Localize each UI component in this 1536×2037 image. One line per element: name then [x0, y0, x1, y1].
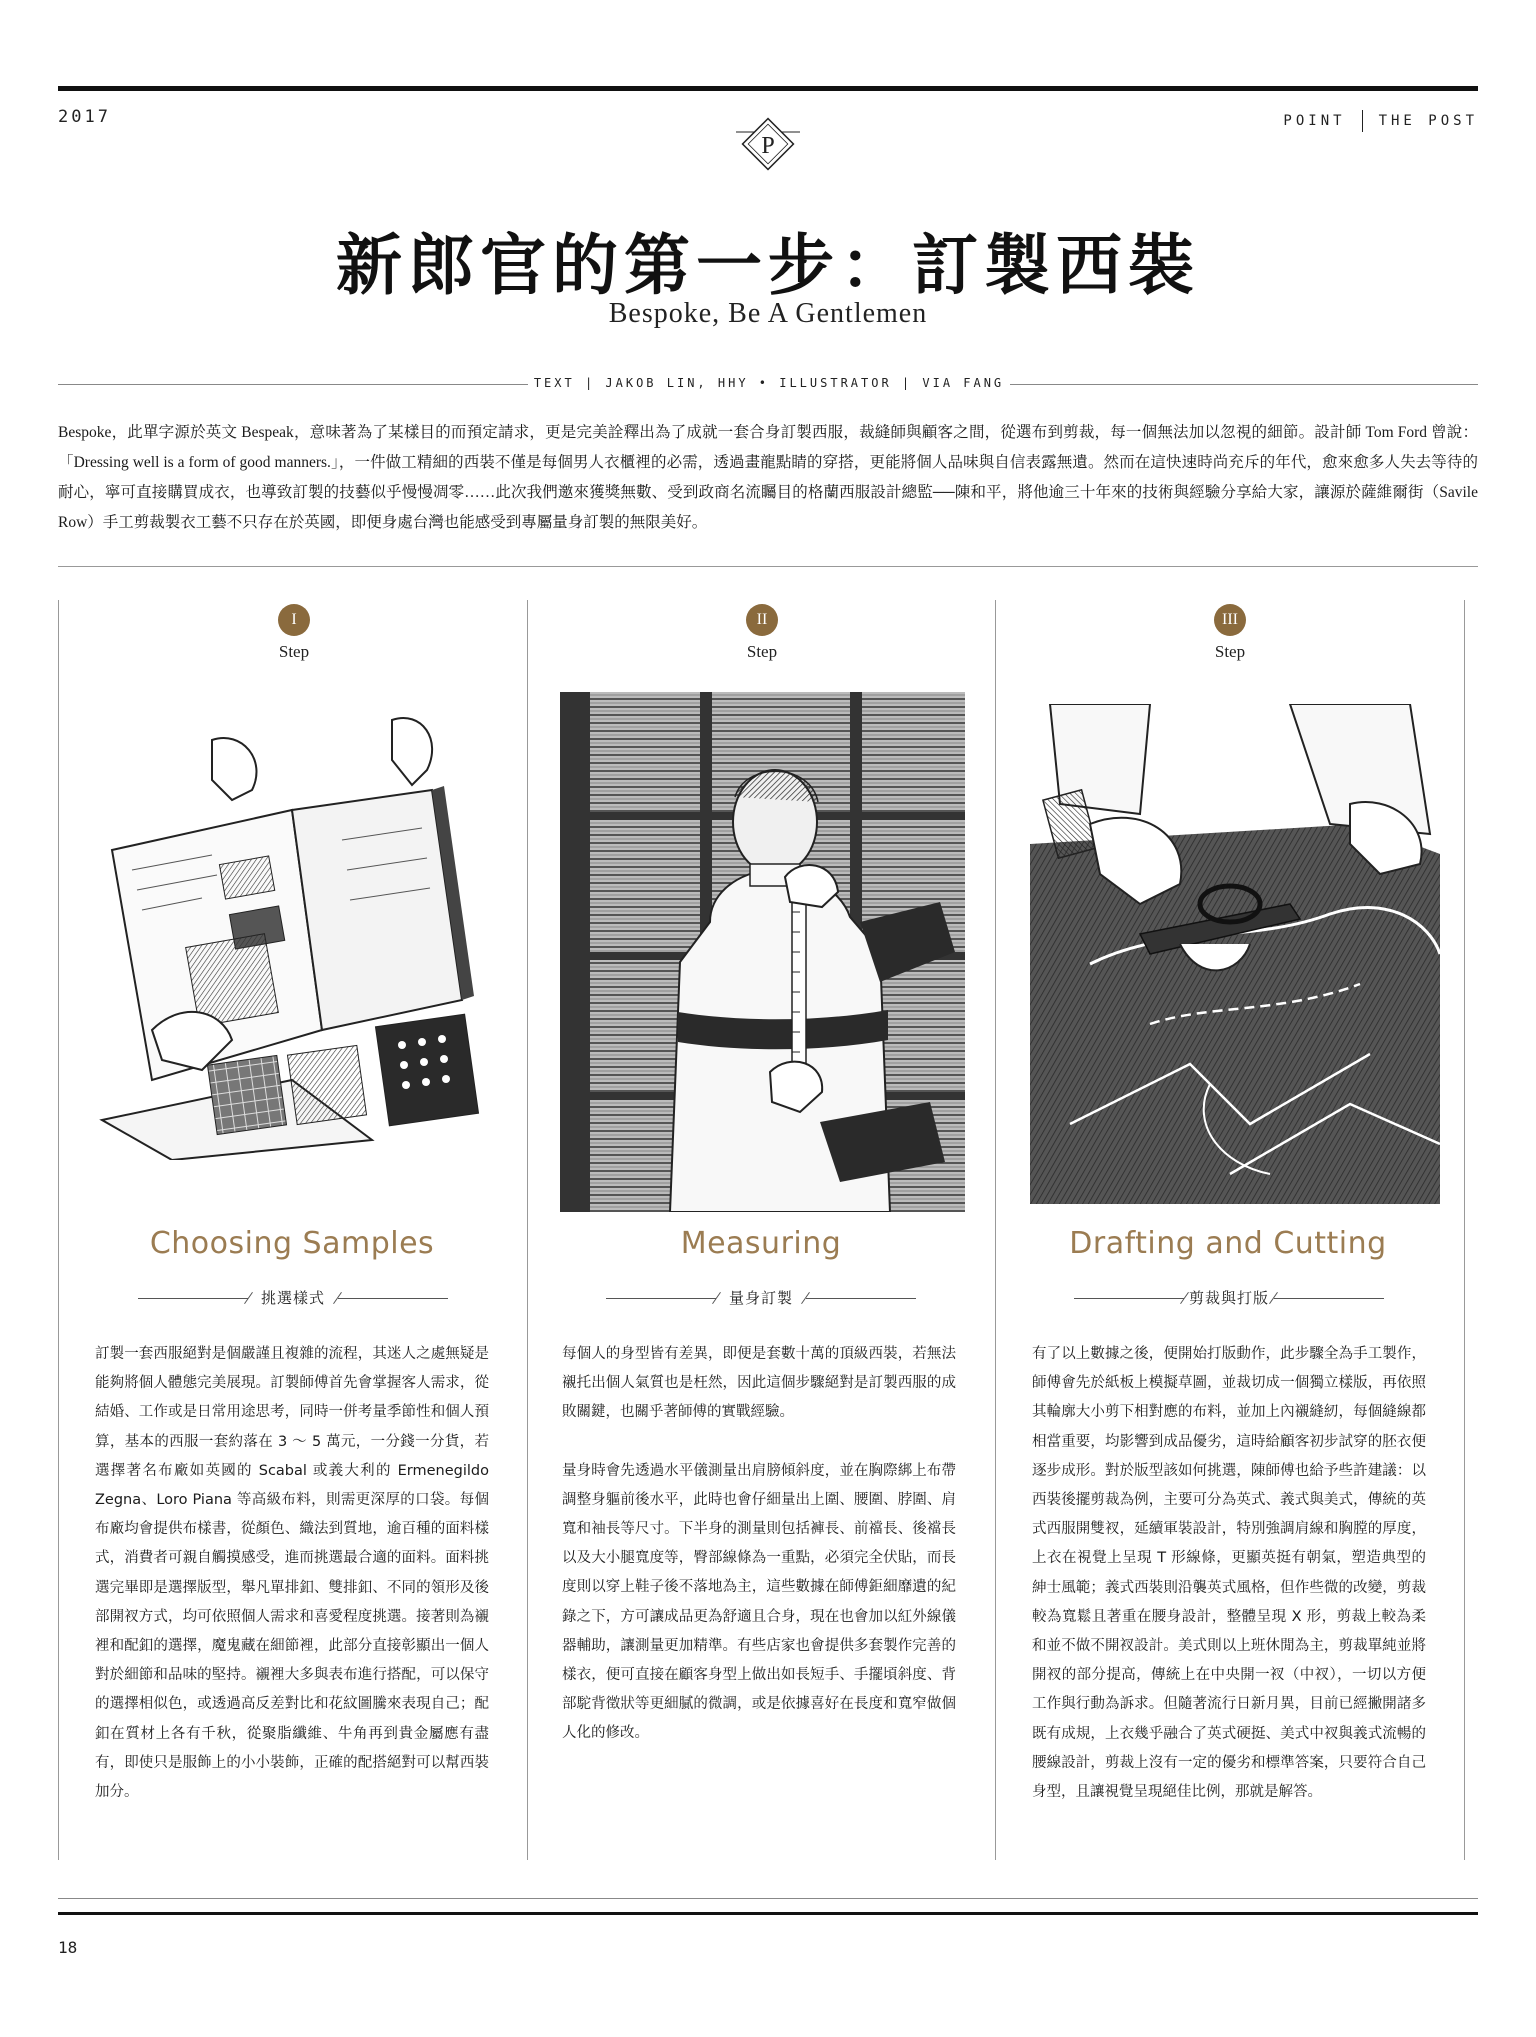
step-3-badge: III — [1214, 604, 1246, 636]
step-3-subhead-text: 剪裁與打版 — [1188, 1289, 1269, 1307]
header-separator — [1362, 110, 1363, 132]
step-2-title: Measuring — [680, 1226, 842, 1261]
step-2-badge: II — [746, 604, 778, 636]
step-2-label: Step — [746, 642, 778, 661]
step-1-subhead-text: 挑選樣式 — [260, 1289, 325, 1307]
step-1-paragraph: 訂製一套西服絕對是個嚴謹且複雜的流程，其迷人之處無疑是能夠將個人體態完美展現。訂製師傅首先會掌握客人需求，從結婚、工作或是日常用途思考，同時一併考量季節性和個人預算，基本的西服一套約落在 3 ～ 5 萬元，一分錢一分貨，若選擇著名布廠如英國的 Scabal 或義大利的 Ermenegildo Zegna、Loro Piana 等高級布料，則需更深厚的口袋。每個布廠均會提供布樣書，從顏色、織法到質地，逾百種的面料樣式，消費者可親自觸摸感受，進而挑選最合適的面料。面料挑選完畢即是選擇版型，舉凡單排釦、雙排釦、不同的領形及後部開衩方式，均可依照個人需求和喜愛程度挑選。接著則為襯裡和配釦的選擇，魔鬼藏在細節裡，此部分直接彰顯出一個人對於細節和品味的堅持。襯裡大多與表布進行搭配，可以保守的選擇相似色，或透過高反差對比和花紋圖騰來表現自己；配釦在質材上各有千秋，從聚脂纖維、牛角再到貴金屬應有盡有，即使只是服飾上的小小裝飾，正確的配搭絕對可以幫西裝加分。 — [95, 1346, 489, 1801]
header-section-labels — [1283, 110, 1478, 132]
intro-paragraph: Bespoke，此單字源於英文 Bespeak，意味著為了某樣目的而預定請求，更是完美詮釋出為了成就一套合身訂製西服，裁縫師與顧客之間，從選布到剪裁，每一個無法加以忽視的細節。設計師 Tom Ford 曾說：「Dressing well is a form of good manners.」，一件做工精細的西裝不僅是每個男人衣櫃裡的必需，透過畫龍點睛的穿搭，更能將個人品味與自信表露無遺。然而在這快速時尚充斥的年代，愈來愈多人失去等待的耐心，寧可直接購買成衣，也導致訂製的技藝似乎慢慢凋零……此次我們邀來獲獎無數、受到政商名流矚目的格蘭西服設計總監──陳和平，將他逾三十年來的技術與經驗分享給大家，讓源於薩維爾街（Savile Row）手工剪裁製衣工藝不只存在於英國，即便身處台灣也能感受到專屬量身訂製的無限美好。 — [58, 424, 1478, 531]
step-3-title: Drafting and Cutting — [1069, 1226, 1387, 1261]
step-3-label: Step — [1214, 642, 1246, 661]
footer-rule — [58, 1912, 1478, 1915]
intro-divider — [58, 566, 1478, 567]
column-border-right — [1464, 600, 1465, 1860]
step-1-label: Step — [278, 642, 310, 661]
step-1-badge: I — [278, 604, 310, 636]
step-3-subhead — [1074, 1288, 1384, 1308]
footer-rule-thin — [58, 1898, 1478, 1899]
page-number: 18 — [58, 1938, 78, 1957]
measuring-illustration — [560, 692, 965, 1212]
step-1-body — [95, 1340, 489, 1807]
column-border-left — [58, 600, 59, 1860]
step-3-paragraph: 有了以上數據之後，便開始打版動作，此步驟全為手工製作，師傅會先於紙板上模擬草圖，並裁切成一個獨立樣版，再依照其輪廓大小剪下相對應的布料，並加上內襯縫紉，每個縫線都相當重要，均影響到成品優劣，這時給顧客初步試穿的胚衣便逐步成形。對於版型該如何挑選，陳師傅也給予些許建議：以西裝後擺剪裁為例，主要可分為英式、義式與美式，傳統的英式西服開雙衩，延續軍裝設計，特別強調肩線和胸膛的厚度，上衣在視覺上呈現 T 形線條，更顯英挺有朝氣，塑造典型的紳士風範；義式西裝則沿襲英式風格，但作些微的改變，剪裁較為寬鬆且著重在腰身設計，整體呈現 X 形，剪裁上較為柔和並不做不開衩設計。美式則以上班休閒為主，剪裁單純並將開衩的部分提高，傳統上在中央開一衩（中衩），一切以方便工作與行動為訴求。但隨著流行日新月異，目前已經撇開諸多既有成規，上衣幾乎融合了英式硬挺、美式中衩與義式流暢的腰線設計，剪裁上沒有一定的優劣和標準答案，只要符合自己身型，且讓視覺呈現絕佳比例，那就是解答。 — [1032, 1346, 1426, 1801]
column-label: THE POST — [1378, 113, 1478, 129]
step-2-paragraph-2: 量身時會先透過水平儀測量出肩膀傾斜度，並在胸際綁上布帶調整身軀前後水平，此時也會仔細量出上圍、腰圍、脖圍、肩寬和袖長等尺寸。下半身的測量則包括褲長、前襠長、後襠長以及大小腿寬度等，臀部線條為一重點，必須完全伏貼，而長度則以穿上鞋子後不落地為主，這些數據在師傅鉅細靡遺的紀錄之下，方可讓成品更為舒適且合身，現在也會加以紅外線儀器輔助，讓測量更加精準。有些店家也會提供多套製作完善的樣衣，便可直接在顧客身型上做出如長短手、手擺頃斜度、背部駝背徵狀等更細膩的微調，或是依據喜好在長度和寬窄做個人化的修改。 — [562, 1462, 956, 1742]
step-2-body — [562, 1340, 956, 1749]
issue-year: 2017 — [58, 107, 111, 127]
step-2-subhead-text: 量身訂製 — [728, 1289, 793, 1307]
top-rule — [58, 86, 1478, 91]
article-subtitle: Bespoke, Be A Gentlemen — [608, 298, 928, 329]
credit-rule-right — [1010, 384, 1478, 385]
fabric-swatch-book-illustration — [92, 700, 512, 1160]
step-1-subhead — [138, 1288, 448, 1308]
drafting-cutting-illustration — [1030, 704, 1440, 1204]
column-divider-1 — [527, 600, 528, 1860]
article-title: 新郎官的第一步：訂製西裝 — [336, 226, 1200, 304]
section-label: POINT — [1283, 113, 1346, 129]
logo-letter: P — [761, 133, 775, 159]
column-divider-2 — [995, 600, 996, 1860]
step-2-subhead — [606, 1288, 916, 1308]
credit-line: TEXT | JAKOB LIN, HHY • ILLUSTRATOR | VIA FANG — [533, 376, 1005, 390]
step-1-title: Choosing Samples — [149, 1226, 435, 1261]
step-3-body — [1032, 1340, 1426, 1807]
credit-rule-left — [58, 384, 528, 385]
step-2-paragraph-1: 每個人的身型皆有差異，即便是套數十萬的頂級西裝，若無法襯托出個人氣質也是枉然，因此這個步驟絕對是訂製西服的成敗關鍵，也關乎著師傅的實戰經驗。 — [562, 1346, 956, 1421]
p-logo-icon — [736, 112, 800, 176]
